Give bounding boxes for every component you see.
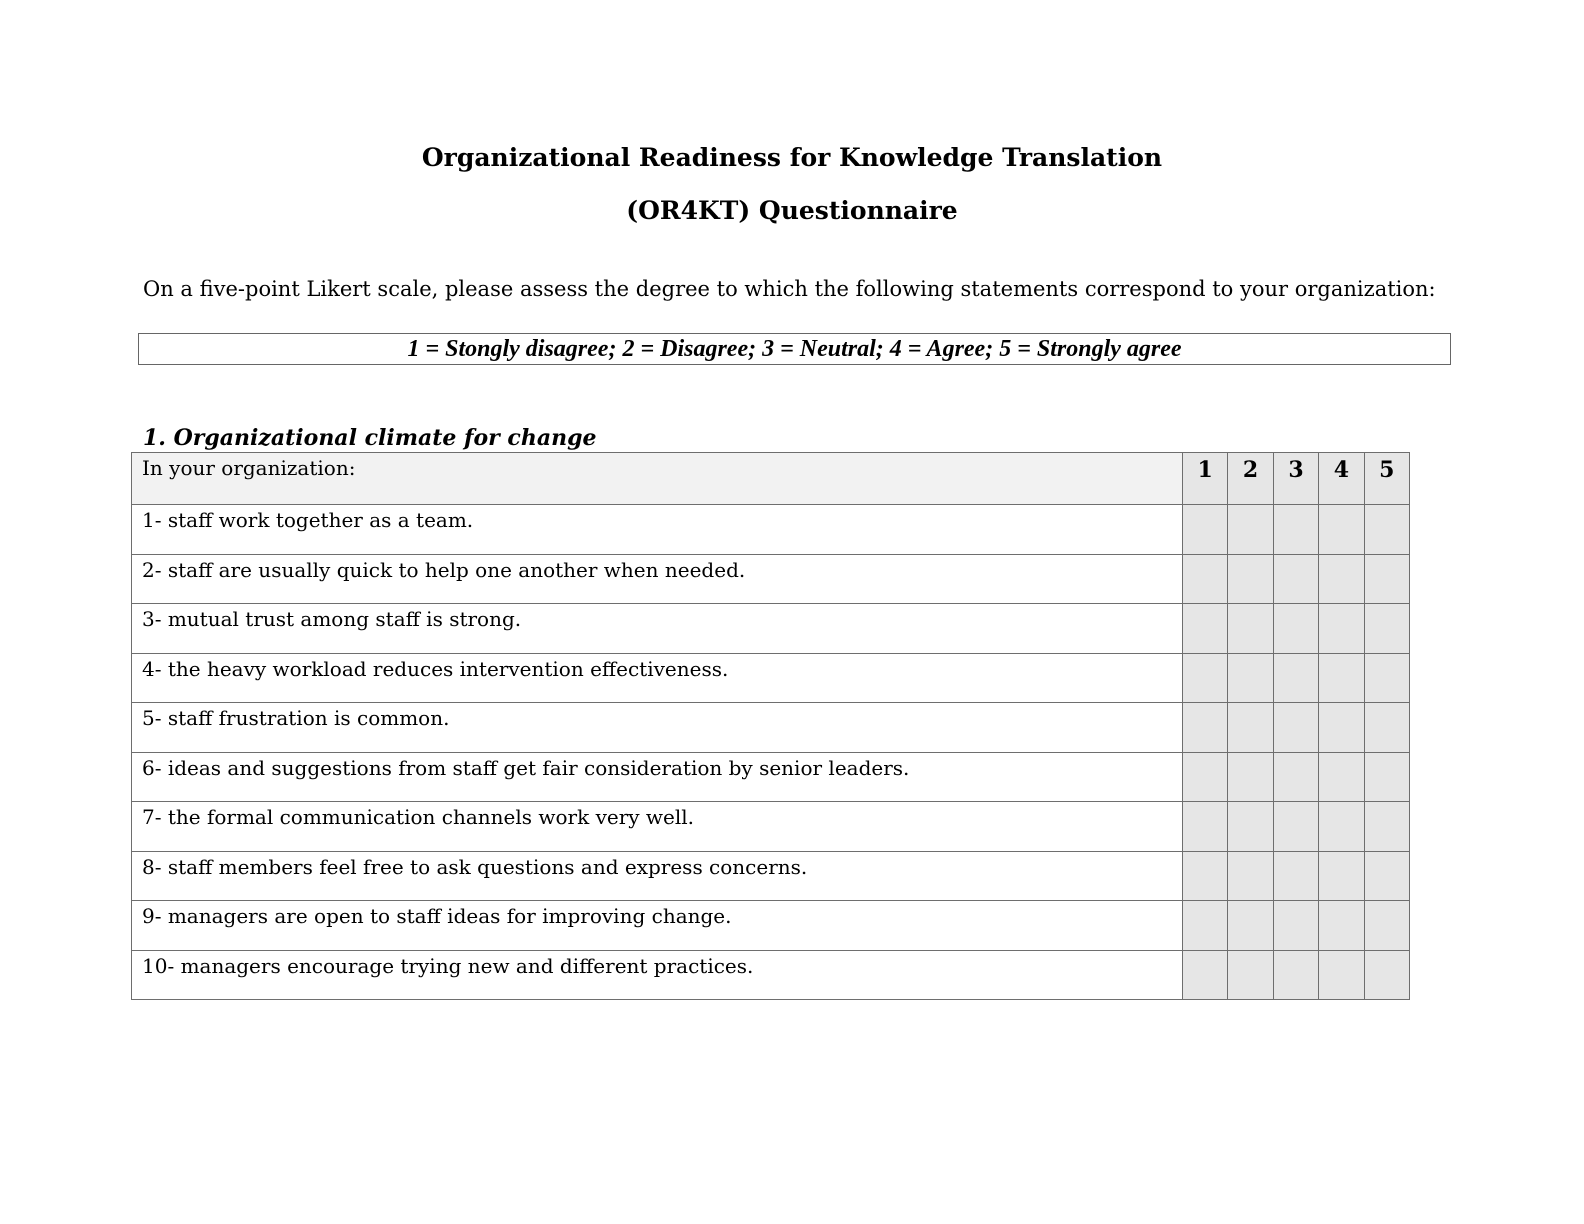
- table-row: [132, 901, 1410, 951]
- answer-cell-2[interactable]: [1228, 505, 1273, 555]
- statement-text: 2- staff are usually quick to help one another when needed.: [132, 554, 1183, 604]
- section-heading: 1. Organizational climate for change: [143, 425, 597, 451]
- scale-option-header: 4: [1319, 453, 1364, 505]
- answer-cell-3[interactable]: [1273, 653, 1318, 703]
- answer-cell-2[interactable]: [1228, 653, 1273, 703]
- table-row: [132, 653, 1410, 703]
- table-row: [132, 752, 1410, 802]
- page-subtitle: (OR4KT) Questionnaire: [626, 196, 958, 225]
- answer-cell-2[interactable]: [1228, 604, 1273, 654]
- table-header-row: [132, 453, 1410, 505]
- answer-cell-5[interactable]: [1364, 554, 1409, 604]
- answer-cell-2[interactable]: [1228, 851, 1273, 901]
- table-row: [132, 604, 1410, 654]
- answer-cell-4[interactable]: [1319, 752, 1364, 802]
- answer-cell-1[interactable]: [1183, 901, 1228, 951]
- scale-option-header: 3: [1273, 453, 1318, 505]
- answer-cell-5[interactable]: [1364, 703, 1409, 753]
- statement-text: 1- staff work together as a team.: [132, 505, 1183, 555]
- scale-option-header: 5: [1364, 453, 1409, 505]
- statement-text: 4- the heavy workload reduces intervention effectiveness.: [132, 653, 1183, 703]
- answer-cell-2[interactable]: [1228, 950, 1273, 1000]
- answer-cell-5[interactable]: [1364, 901, 1409, 951]
- answer-cell-5[interactable]: [1364, 950, 1409, 1000]
- answer-cell-4[interactable]: [1319, 554, 1364, 604]
- answer-cell-3[interactable]: [1273, 554, 1318, 604]
- table-row: [132, 950, 1410, 1000]
- answer-cell-1[interactable]: [1183, 505, 1228, 555]
- scale-option-header: 2: [1228, 453, 1273, 505]
- answer-cell-3[interactable]: [1273, 950, 1318, 1000]
- answer-cell-5[interactable]: [1364, 752, 1409, 802]
- statement-text: 8- staff members feel free to ask questions and express concerns.: [132, 851, 1183, 901]
- table-row: [132, 703, 1410, 753]
- statement-text: 5- staff frustration is common.: [132, 703, 1183, 753]
- table-row: [132, 554, 1410, 604]
- answer-cell-4[interactable]: [1319, 604, 1364, 654]
- answer-cell-5[interactable]: [1364, 851, 1409, 901]
- answer-cell-3[interactable]: [1273, 505, 1318, 555]
- answer-cell-3[interactable]: [1273, 752, 1318, 802]
- answer-cell-4[interactable]: [1319, 802, 1364, 852]
- answer-cell-4[interactable]: [1319, 703, 1364, 753]
- answer-cell-5[interactable]: [1364, 802, 1409, 852]
- answer-cell-1[interactable]: [1183, 802, 1228, 852]
- table-row: [132, 505, 1410, 555]
- statement-text: 6- ideas and suggestions from staff get fair consideration by senior leaders.: [132, 752, 1183, 802]
- statement-text: 9- managers are open to staff ideas for improving change.: [132, 901, 1183, 951]
- answer-cell-5[interactable]: [1364, 505, 1409, 555]
- answer-cell-4[interactable]: [1319, 950, 1364, 1000]
- answer-cell-1[interactable]: [1183, 604, 1228, 654]
- answer-cell-4[interactable]: [1319, 851, 1364, 901]
- answer-cell-1[interactable]: [1183, 752, 1228, 802]
- answer-cell-3[interactable]: [1273, 802, 1318, 852]
- scale-legend: 1 = Stongly disagree; 2 = Disagree; 3 = Neutral; 4 = Agree; 5 = Strongly agree: [138, 333, 1451, 365]
- answer-cell-4[interactable]: [1319, 653, 1364, 703]
- answer-cell-1[interactable]: [1183, 950, 1228, 1000]
- statement-text: 3- mutual trust among staff is strong.: [132, 604, 1183, 654]
- likert-table: [131, 452, 1410, 1000]
- answer-cell-3[interactable]: [1273, 703, 1318, 753]
- answer-cell-1[interactable]: [1183, 653, 1228, 703]
- answer-cell-5[interactable]: [1364, 604, 1409, 654]
- answer-cell-1[interactable]: [1183, 703, 1228, 753]
- answer-cell-3[interactable]: [1273, 901, 1318, 951]
- scale-option-header: 1: [1183, 453, 1228, 505]
- answer-cell-5[interactable]: [1364, 653, 1409, 703]
- answer-cell-2[interactable]: [1228, 901, 1273, 951]
- answer-cell-3[interactable]: [1273, 851, 1318, 901]
- table-row: [132, 802, 1410, 852]
- answer-cell-3[interactable]: [1273, 604, 1318, 654]
- answer-cell-2[interactable]: [1228, 703, 1273, 753]
- instruction-text: On a five-point Likert scale, please assess the degree to which the following statements correspond to your organization:: [143, 277, 1436, 301]
- answer-cell-2[interactable]: [1228, 554, 1273, 604]
- answer-cell-2[interactable]: [1228, 752, 1273, 802]
- table-row: [132, 851, 1410, 901]
- answer-cell-4[interactable]: [1319, 505, 1364, 555]
- answer-cell-4[interactable]: [1319, 901, 1364, 951]
- statement-text: 7- the formal communication channels work very well.: [132, 802, 1183, 852]
- answer-cell-1[interactable]: [1183, 851, 1228, 901]
- answer-cell-2[interactable]: [1228, 802, 1273, 852]
- answer-cell-1[interactable]: [1183, 554, 1228, 604]
- page-title: Organizational Readiness for Knowledge Translation: [421, 143, 1163, 172]
- table-header-label: In your organization:: [132, 453, 1183, 505]
- statement-text: 10- managers encourage trying new and different practices.: [132, 950, 1183, 1000]
